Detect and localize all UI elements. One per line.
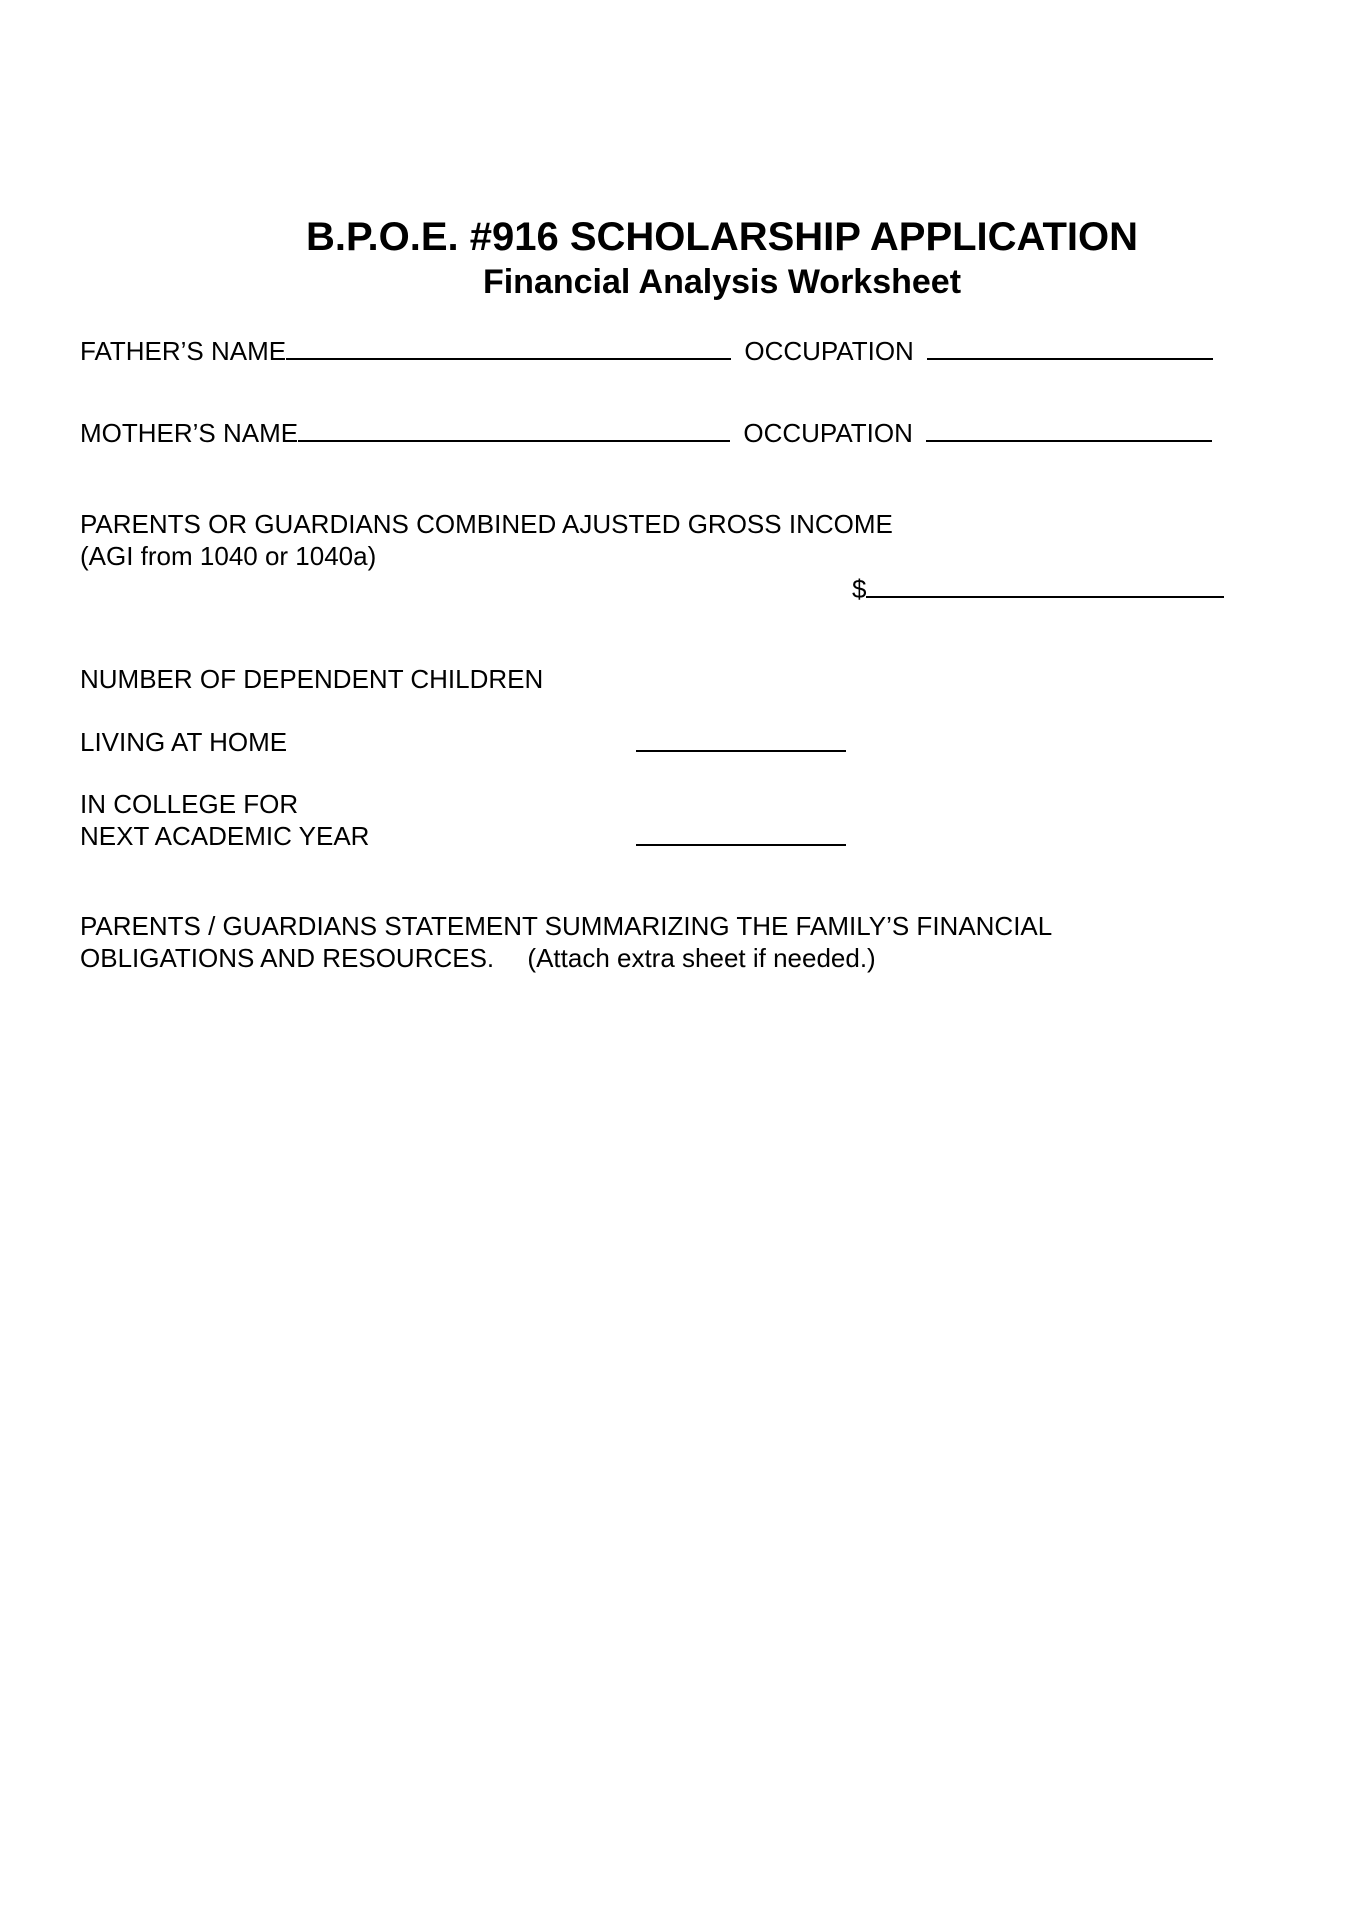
statement-line2-row [80,942,876,974]
college-row [636,820,846,853]
mother-row [80,416,1212,449]
statement-line2: OBLIGATIONS AND RESOURCES. [80,943,495,973]
college-label-line1: IN COLLEGE FOR [80,789,299,819]
agi-currency-symbol: $ [852,574,867,604]
living-at-home-row [636,726,846,759]
agi-amount-field[interactable] [866,572,1224,598]
father-name-field[interactable] [286,334,731,360]
statement-note: (Attach extra sheet if needed.) [527,943,876,973]
living-at-home-field[interactable] [636,726,846,752]
father-name-label: FATHER’S NAME [80,336,287,366]
document-subtitle: Financial Analysis Worksheet [482,263,962,301]
college-field[interactable] [636,820,846,846]
mother-name-label: MOTHER’S NAME [80,418,299,448]
father-occupation-label: OCCUPATION [744,336,914,366]
father-occupation-field[interactable] [927,334,1213,360]
college-label-line2: NEXT ACADEMIC YEAR [80,821,370,851]
living-at-home-label: LIVING AT HOME [80,727,288,757]
mother-occupation-field[interactable] [926,416,1212,442]
agi-label-line1: PARENTS OR GUARDIANS COMBINED AJUSTED GROSS INCOME [80,509,893,539]
agi-row [852,572,1224,605]
document-title: B.P.O.E. #916 SCHOLARSHIP APPLICATION [305,215,1139,259]
statement-line1: PARENTS / GUARDIANS STATEMENT SUMMARIZING THE FAMILY’S FINANCIAL [80,911,1053,941]
mother-name-field[interactable] [298,416,730,442]
dependents-heading: NUMBER OF DEPENDENT CHILDREN [80,664,544,694]
mother-occupation-label: OCCUPATION [743,418,913,448]
father-row [80,334,1213,367]
agi-label-line2: (AGI from 1040 or 1040a) [80,541,377,571]
